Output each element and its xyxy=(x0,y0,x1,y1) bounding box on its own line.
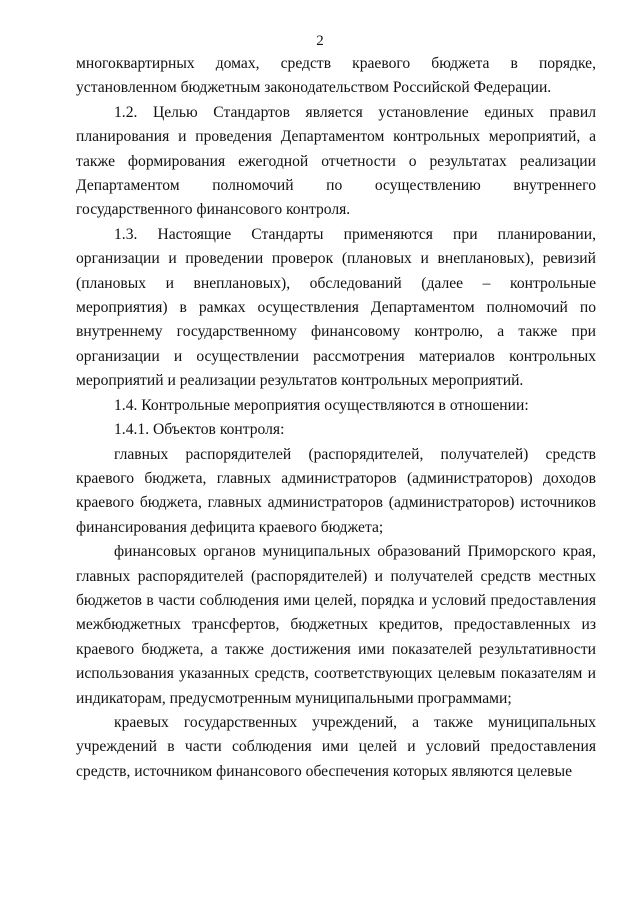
document-body xyxy=(76,52,596,784)
page-number: 2 xyxy=(316,33,324,49)
paragraph-1-3: 1.3. Настоящие Стандарты применяются при планировании, организации и проведении проверок (плановых и внеплановых), ревизий (плановых и внеплановых), обследований (далее – контрольные мероприятия) в рамках осуществления Департаментом полномочий по внутреннему государственному финансовому контролю, а также при организации и осуществлении рассмотрения материалов контрольных мероприятий и реализации результатов контрольных мероприятий. xyxy=(76,225,596,390)
paragraph-1-4-1: 1.4.1. Объектов контроля: xyxy=(114,421,285,439)
paragraph-1-2: 1.2. Целью Стандартов является установление единых правил планирования и проведения Департаментом контрольных мероприятий, а также формирования ежегодной отчетности о результатах реализации Департаментом полномочий по осуществлению внутреннего государственного финансового контроля. xyxy=(76,103,596,219)
paragraph-1-4: 1.4. Контрольные мероприятия осуществляются в отношении: xyxy=(114,396,529,414)
paragraph-control-objects-institutions: краевых государственных учреждений, а также муниципальных учреждений в части соблюдения ими целей и условий предоставления средств, источником финансового обеспечения которых являются целевые xyxy=(76,713,596,780)
paragraph-control-objects-municipal: финансовых органов муниципальных образований Приморского края, главных распорядителей (распорядителей) и получателей средств местных бюджетов в части соблюдения ими целей, порядка и условий предоставления межбюджетных трансфертов, бюджетных кредитов, предоставленных из краевого бюджета, а также достижения ими показателей результативности использования указанных средств, соответствующих целевым показателям и индикаторам, предусмотренным муниципальными программами; xyxy=(76,543,596,707)
paragraph-control-objects-budget: главных распорядителей (распорядителей, получателей) средств краевого бюджета, главных администраторов (администраторов) доходов краевого бюджета, главных администраторов (администраторов) источников финансирования дефицита краевого бюджета; xyxy=(76,445,596,536)
paragraph-continuation: многоквартирных домах, средств краевого бюджета в порядке, установленном бюджетным законодательством Российской Федерации. xyxy=(76,55,596,97)
